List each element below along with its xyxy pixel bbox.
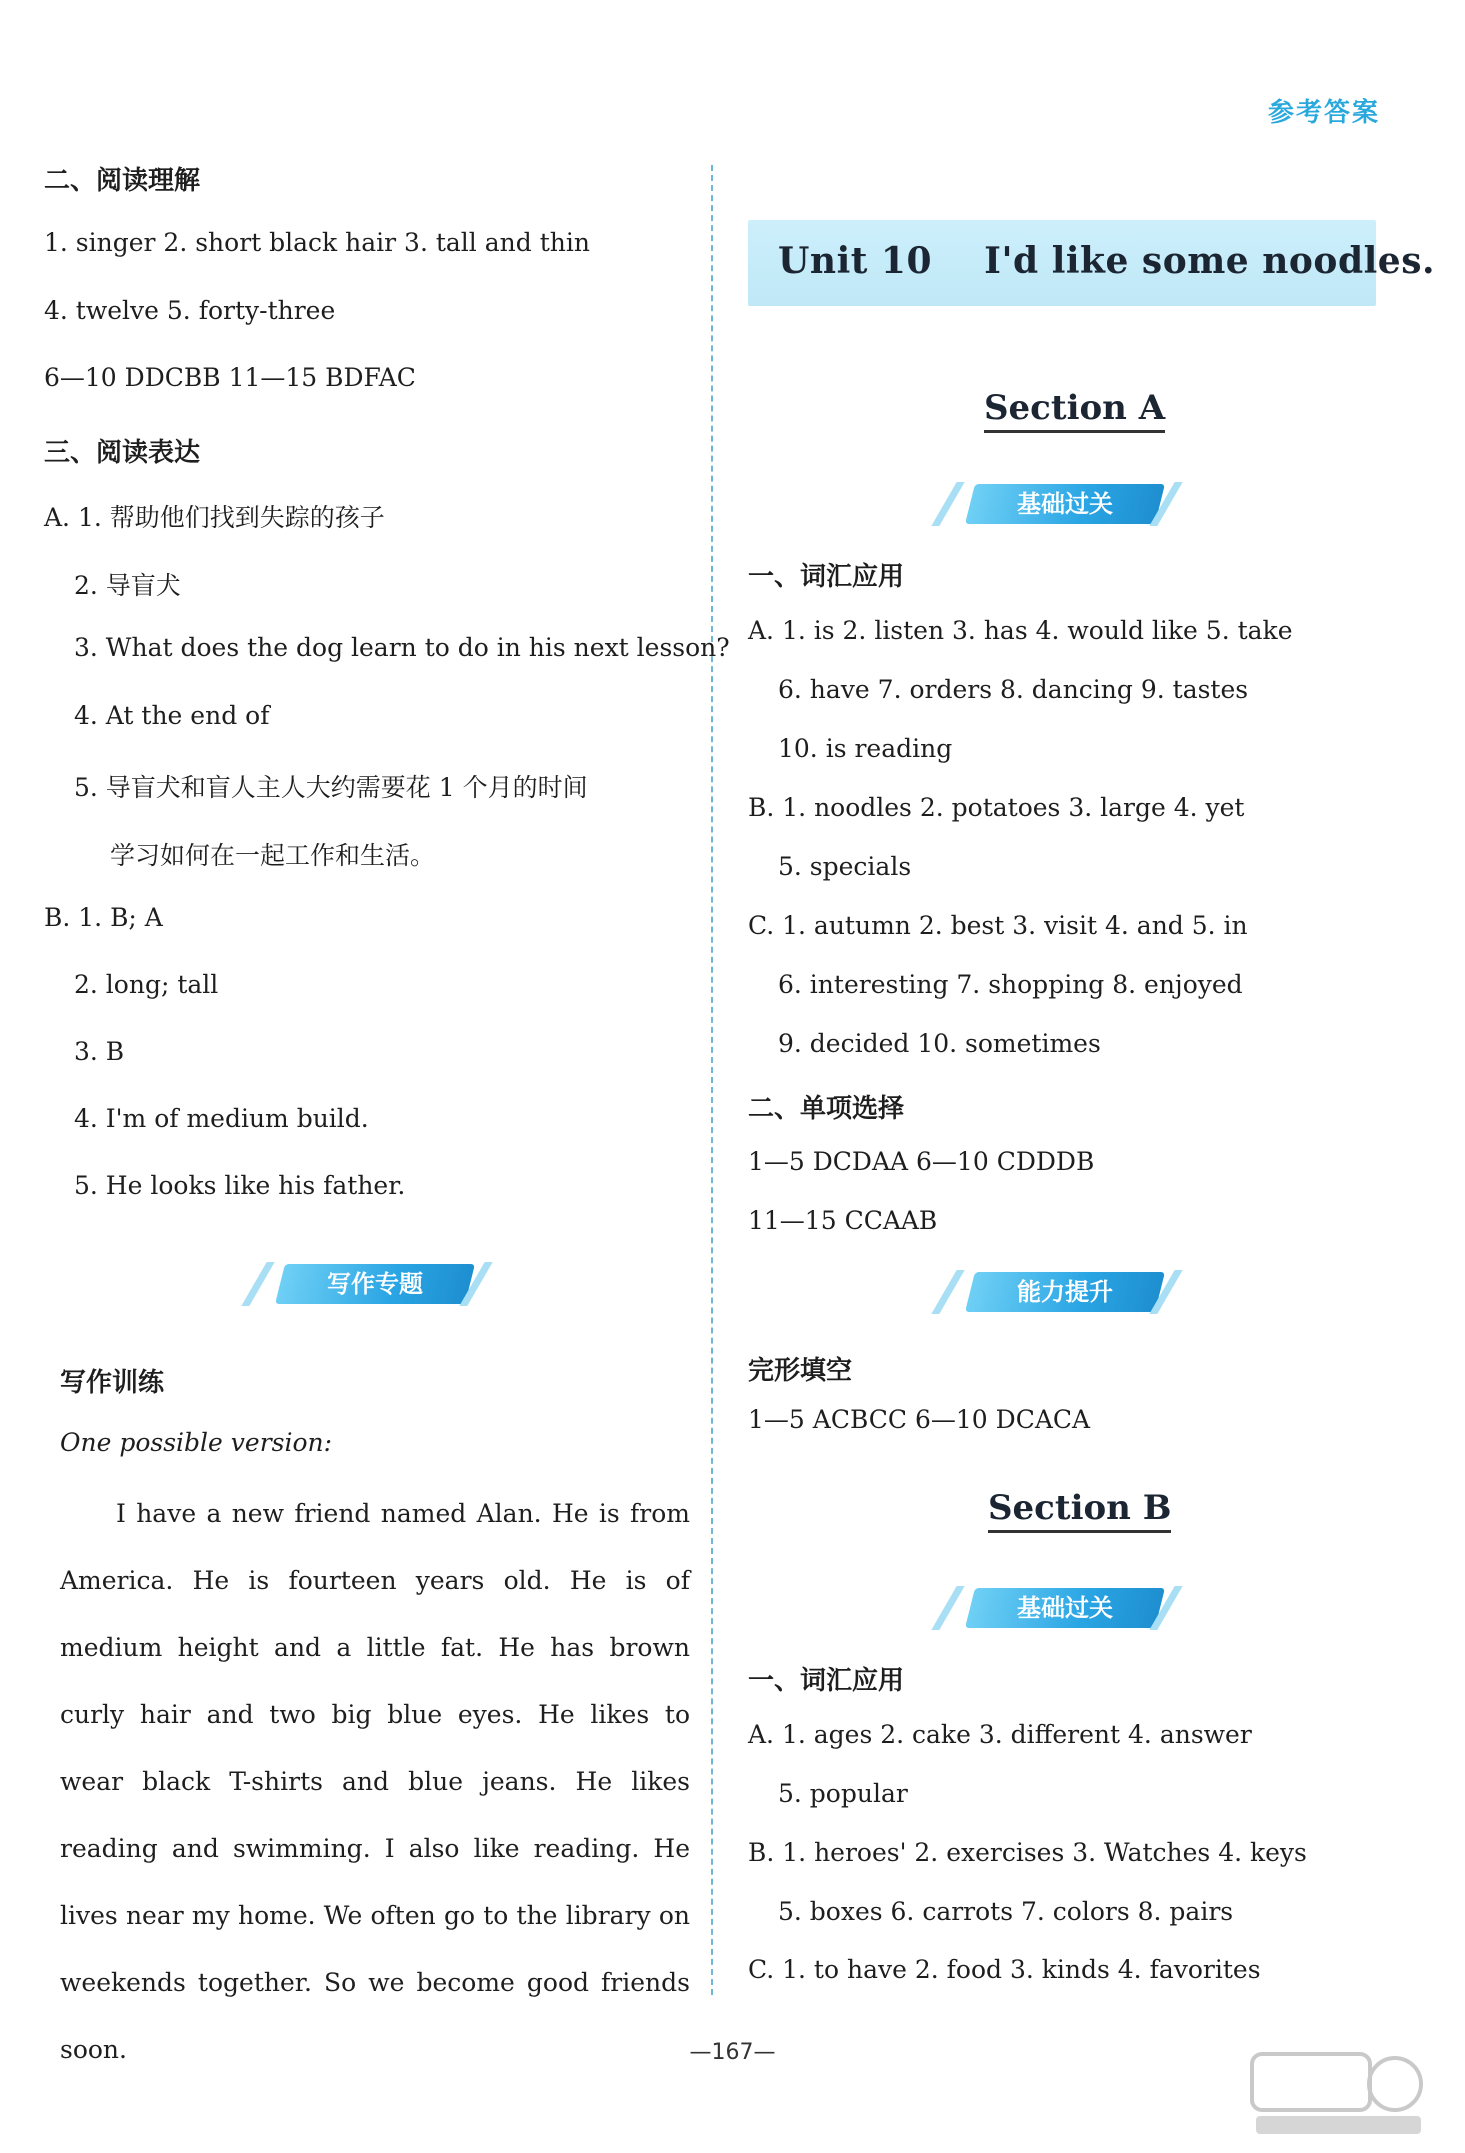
answer-line: 1—5 ACBCC 6—10 DCACA xyxy=(748,1405,1091,1434)
answer-line: 4. twelve 5. forty-three xyxy=(44,296,336,325)
writing-heading: 写作训练 xyxy=(60,1368,165,1398)
badge-decoration xyxy=(931,1270,964,1314)
choice-heading: 二、单项选择 xyxy=(748,1094,905,1124)
express-heading: 三、阅读表达 xyxy=(44,438,201,468)
section-a-title: Section A xyxy=(984,388,1165,433)
answer-line: B. 1. B; A xyxy=(44,903,163,932)
answer-line: 5. 导盲犬和盲人主人大约需要花 1 个月的时间 xyxy=(74,773,588,802)
answer-line: 5. He looks like his father. xyxy=(74,1171,406,1200)
badge-decoration xyxy=(931,1586,964,1630)
answer-line: B. 1. heroes' 2. exercises 3. Watches 4. keys xyxy=(748,1838,1307,1867)
answer-line: 4. At the end of xyxy=(74,701,270,730)
version-label: One possible version: xyxy=(60,1428,333,1457)
answer-line: 6—10 DDCBB 11—15 BDFAC xyxy=(44,363,416,392)
answer-line: 6. have 7. orders 8. dancing 9. tastes xyxy=(778,675,1249,704)
reading-heading: 二、阅读理解 xyxy=(44,166,201,196)
basic-badge: 基础过关 xyxy=(965,484,1165,524)
unit-banner xyxy=(748,220,1435,306)
answer-line: 11—15 CCAAB xyxy=(748,1206,938,1235)
answer-line: 2. 导盲犬 xyxy=(74,571,181,600)
column-divider xyxy=(711,165,713,1995)
answer-line: 学习如何在一起工作和生活。 xyxy=(110,841,436,870)
answer-line: 5. boxes 6. carrots 7. colors 8. pairs xyxy=(778,1897,1234,1926)
answer-line: C. 1. autumn 2. best 3. visit 4. and 5. in xyxy=(748,911,1248,940)
writing-badge: 写作专题 xyxy=(275,1264,475,1304)
cloze-heading: 完形填空 xyxy=(748,1356,853,1386)
unit-title: Unit 10 I'd like some noodles. xyxy=(778,240,1435,282)
section-b-title: Section B xyxy=(988,1488,1171,1533)
answer-line: 3. B xyxy=(74,1037,125,1066)
answer-line: 5. popular xyxy=(778,1779,908,1808)
answer-line: A. 1. 帮助他们找到失踪的孩子 xyxy=(44,503,385,532)
answer-line: 3. What does the dog learn to do in his next lesson? xyxy=(74,633,730,662)
answer-line: 4. I'm of medium build. xyxy=(74,1104,369,1133)
badge-decoration xyxy=(241,1262,274,1306)
header-tag: 参考答案 xyxy=(1267,98,1380,128)
answer-line: A. 1. ages 2. cake 3. different 4. answer xyxy=(748,1720,1252,1749)
answer-line: C. 1. to have 2. food 3. kinds 4. favorites xyxy=(748,1955,1261,1984)
answer-line: 1—5 DCDAA 6—10 CDDDB xyxy=(748,1147,1095,1176)
basic-badge-b: 基础过关 xyxy=(965,1588,1165,1628)
answer-line: 6. interesting 7. shopping 8. enjoyed xyxy=(778,970,1243,999)
page-number: —167— xyxy=(689,2040,776,2065)
vocab-heading-b: 一、词汇应用 xyxy=(748,1666,905,1696)
badge-decoration xyxy=(931,482,964,526)
answer-line: 9. decided 10. sometimes xyxy=(778,1029,1101,1058)
vocab-heading: 一、词汇应用 xyxy=(748,562,905,592)
answer-line: 2. long; tall xyxy=(74,970,219,999)
watermark-logo-icon xyxy=(1250,2050,1425,2140)
answer-line: A. 1. is 2. listen 3. has 4. would like 5. take xyxy=(748,616,1293,645)
answer-line: B. 1. noodles 2. potatoes 3. large 4. yet xyxy=(748,793,1245,822)
ability-badge: 能力提升 xyxy=(965,1272,1165,1312)
answer-line: 5. specials xyxy=(778,852,912,881)
essay-paragraph: I have a new friend named Alan. He is from America. He is fourteen years old. He is of medium height and a little fat. He has brown curly hair and two big blue eyes. He likes to wear black T-shirts and blue jeans. He likes reading and swimming. I also like reading. He lives near my home. We often go to the library on weekends together. So we become good friends soon. xyxy=(60,1499,690,2064)
answer-line: 10. is reading xyxy=(778,734,953,763)
answer-line: 1. singer 2. short black hair 3. tall and thin xyxy=(44,228,590,257)
